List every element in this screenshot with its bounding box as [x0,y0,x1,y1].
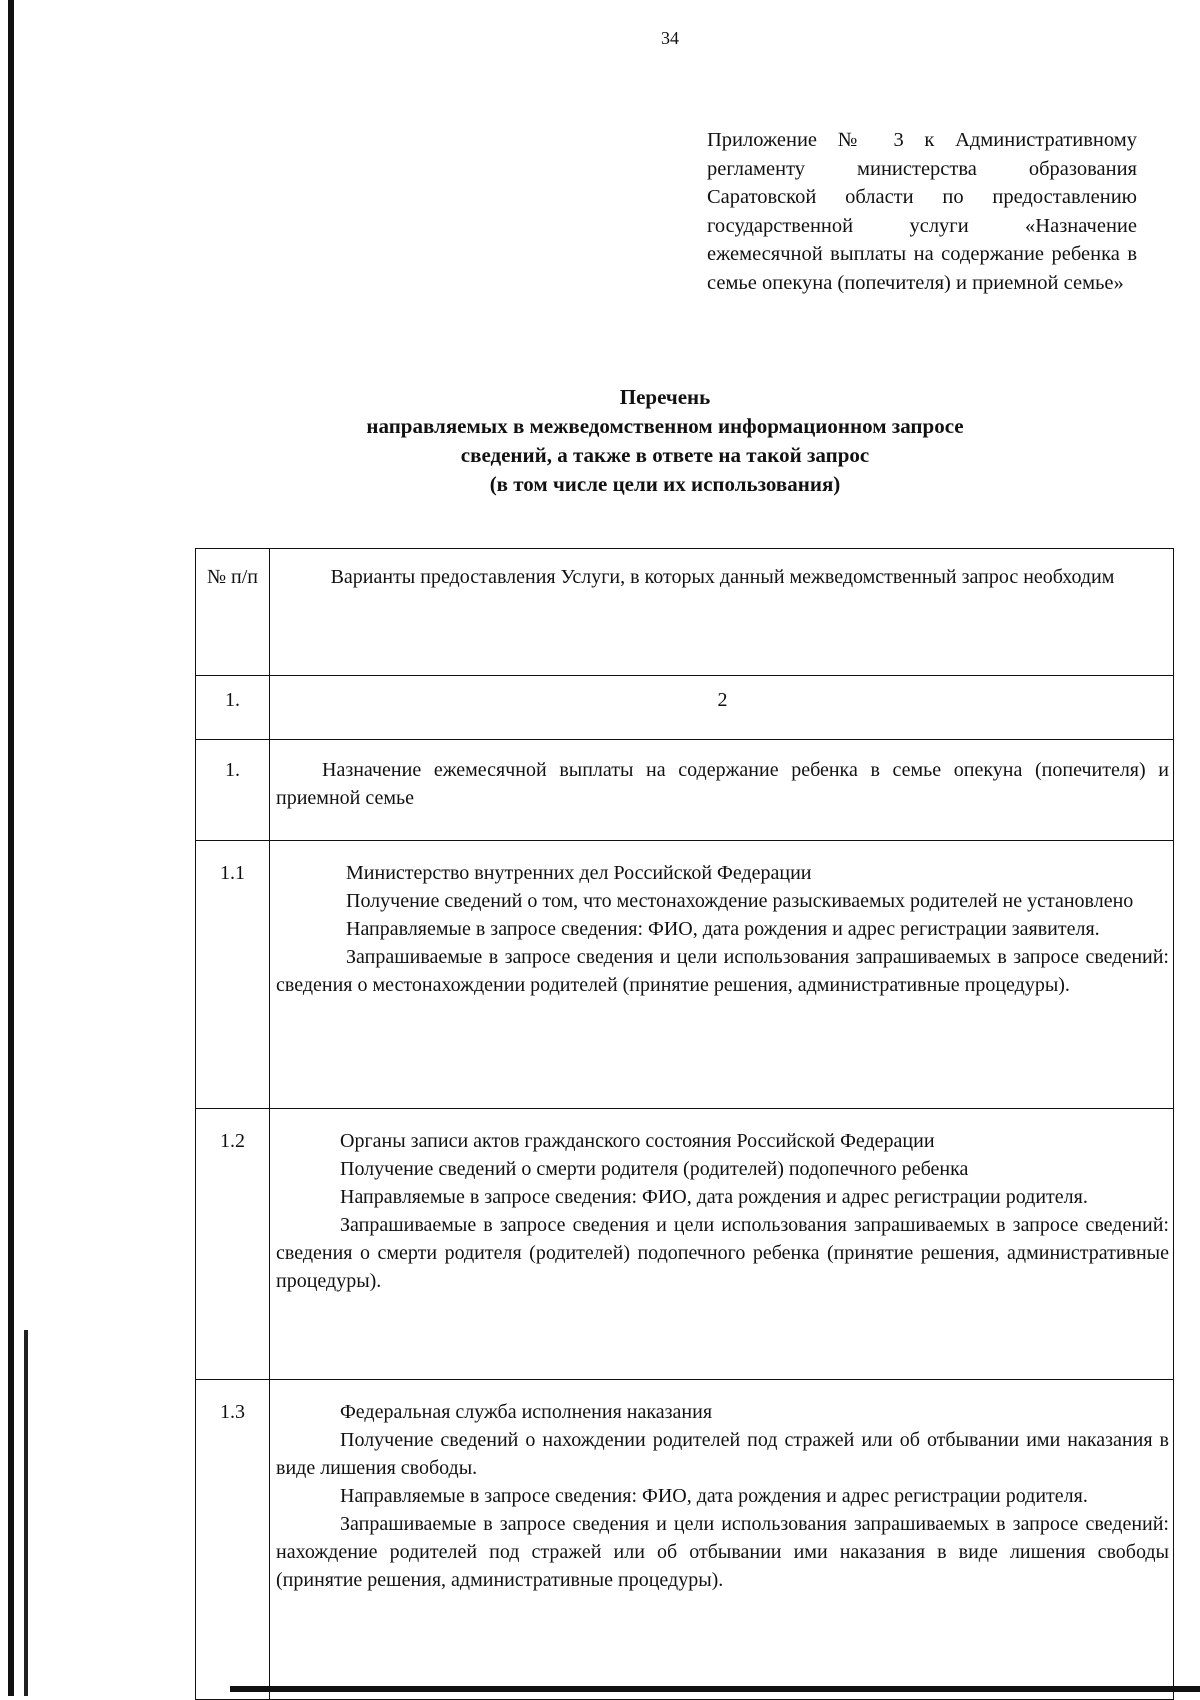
row-num-cell: 1. [196,740,270,841]
row-paragraph: Направляемые в запросе сведения: ФИО, дата рождения и адрес регистрации родителя. [340,1186,1088,1208]
row-content-cell [270,740,1174,841]
table-row [196,1109,1174,1380]
row-paragraph: Запрашиваемые в запросе сведения и цели использования запрашиваемых в запросе сведений: сведения о смерти родителя (родителей) подопечного ребенка (принятие решения, административные процедуры). [276,1214,1169,1292]
scan-border-left-inner [24,1330,28,1696]
header-num-cell: № п/п [196,549,270,676]
title-line-1: Перечень [619,385,711,409]
document-title [0,383,1200,499]
table-header-row [196,549,1174,676]
row-num-cell: 1.2 [196,1109,270,1380]
page-number: 34 [661,28,679,48]
row-paragraph: Назначение ежемесячной выплаты на содержание ребенка в семье опекуна (попечителя) и приемной семье [276,759,1169,809]
title-line-4: (в том числе цели их использования) [489,472,841,496]
scan-border-left [8,0,14,1696]
table-row [196,1380,1174,1700]
row-content-cell [270,1109,1174,1380]
header-content-cell: Варианты предоставления Услуги, в которых данный межведомственный запрос необходим [270,549,1174,676]
index-content-cell: 2 [270,676,1174,740]
row-paragraph: Запрашиваемые в запросе сведения и цели использования запрашиваемых в запросе сведений: сведения о местонахождении родителей (принятие решения, административные процедуры). [276,946,1169,996]
row-paragraph: Министерство внутренних дел Российской Федерации [346,862,812,884]
requests-table [195,548,1174,1700]
row-paragraph: Органы записи актов гражданского состояния Российской Федерации [340,1130,935,1152]
title-line-3: сведений, а также в ответе на такой запрос [460,443,870,467]
row-paragraph: Направляемые в запросе сведения: ФИО, дата рождения и адрес регистрации заявителя. [346,918,1100,940]
row-num-cell: 1.1 [196,841,270,1109]
row-paragraph: Запрашиваемые в запросе сведения и цели использования запрашиваемых в запросе сведений: нахождение родителей под стражей или об отбывании ими наказания в виде лишения свободы (принятие решения, административные процедуры). [276,1513,1169,1591]
table-row [196,841,1174,1109]
row-paragraph: Получение сведений о том, что местонахождение разыскиваемых родителей не установлено [346,890,1134,912]
row-paragraph: Федеральная служба исполнения наказания [340,1401,713,1423]
title-line-2: направляемых в межведомственном информационном запросе [366,414,964,438]
row-paragraph: Получение сведений о нахождении родителей под стражей или об отбывании ими наказания в виде лишения свободы. [276,1429,1169,1479]
row-content-cell [270,841,1174,1109]
row-num-cell: 1.3 [196,1380,270,1700]
annex-reference: Приложение № 3 к Административному регламенту министерства образования Саратовской области по предоставлению государственной услуги «Назначение ежемесячной выплаты на содержание ребенка в семье опекуна (попечителя) и приемной семье» [707,129,1137,294]
table-row [196,740,1174,841]
row-content-cell [270,1380,1174,1700]
index-num-cell: 1. [196,676,270,740]
row-paragraph: Направляемые в запросе сведения: ФИО, дата рождения и адрес регистрации родителя. [340,1485,1088,1507]
column-index-row [196,676,1174,740]
row-paragraph: Получение сведений о смерти родителя (родителей) подопечного ребенка [340,1158,969,1180]
